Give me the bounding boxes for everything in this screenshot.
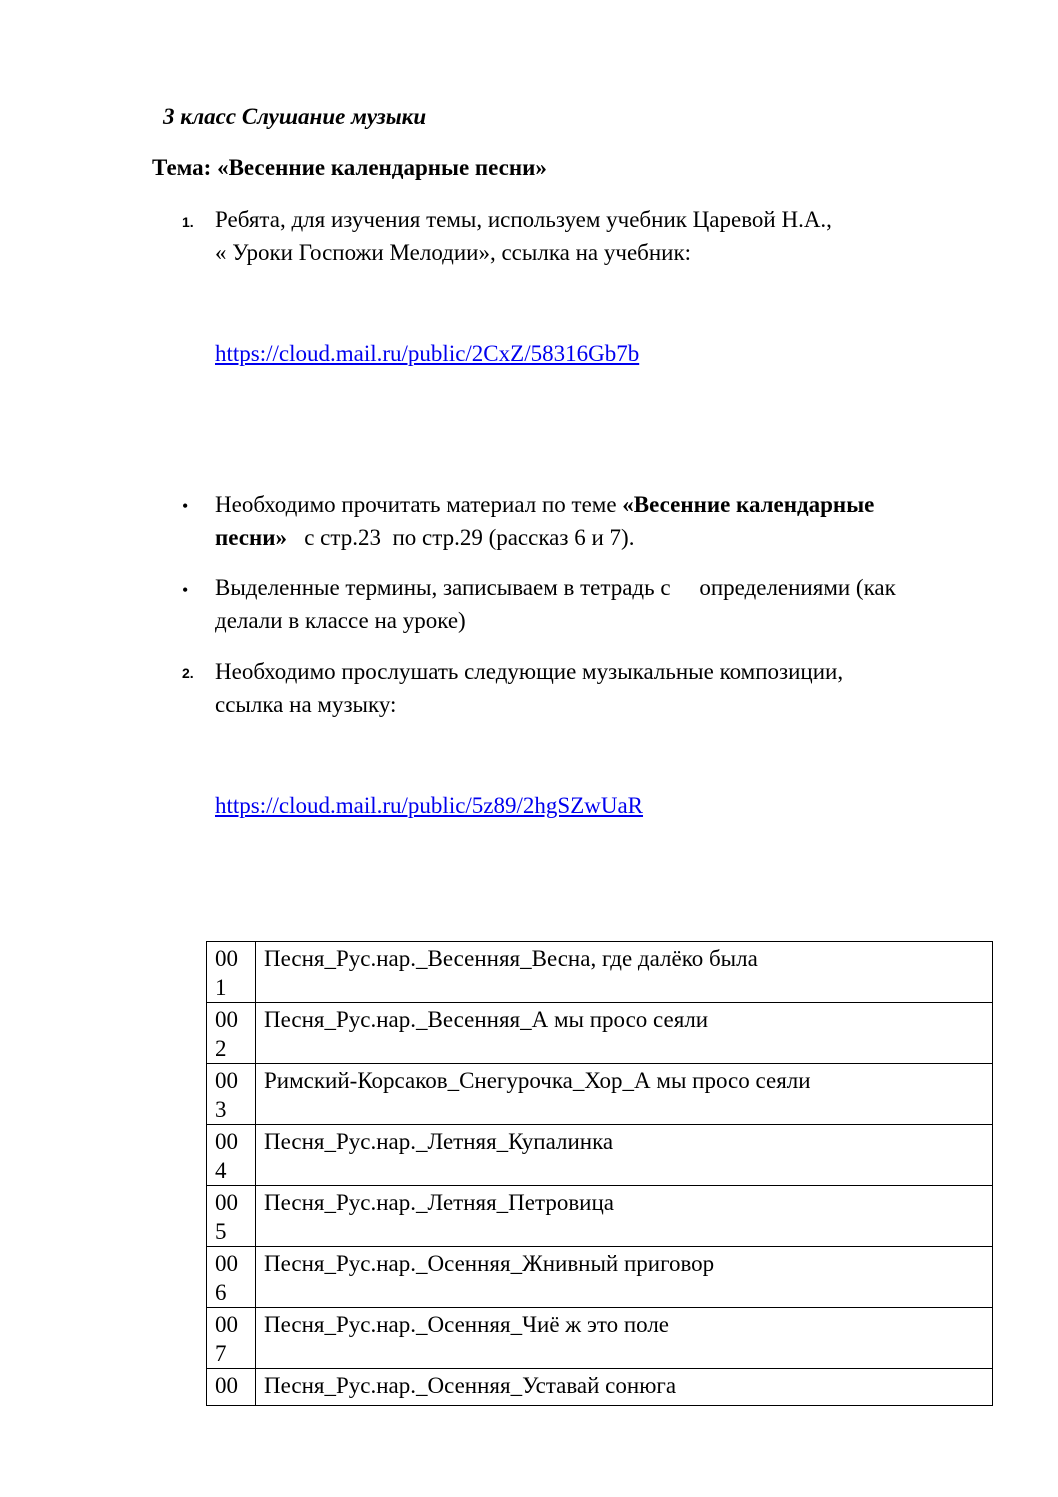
track-number-cell [207, 1064, 256, 1125]
track-number-cell [207, 1247, 256, 1308]
track-number-part: 00 [215, 1373, 238, 1398]
table-row [207, 1125, 993, 1186]
music-link[interactable]: https://cloud.mail.ru/public/5z89/2hgSZwUaR [215, 793, 644, 818]
table-row [207, 1308, 993, 1369]
table-row [207, 1247, 993, 1308]
bullet-text-line: Выделенные термины, записываем в тетрадь с определениями (как [215, 575, 896, 600]
track-number-part: 00 [215, 1129, 238, 1154]
track-number-part: 3 [215, 1097, 227, 1122]
tracks-table [206, 941, 993, 1406]
track-title-cell: Песня_Рус.нар._Осенняя_Чиё ж это поле [256, 1308, 993, 1369]
track-title-cell: Песня_Рус.нар._Осенняя_Уставай сонюга [256, 1369, 993, 1406]
track-title-cell: Римский-Корсаков_Снегурочка_Хор_А мы просо сеяли [256, 1064, 993, 1125]
track-number-part: 7 [215, 1341, 227, 1366]
table-row [207, 1186, 993, 1247]
track-number-part: 1 [215, 975, 227, 1000]
bullet-text-plain: Необходимо прочитать материал по теме [215, 492, 623, 517]
track-number-part: 00 [215, 1190, 238, 1215]
bullet-text-plain: с стр.23 по стр.29 (рассказ 6 и 7). [286, 525, 635, 550]
track-number-part: 00 [215, 1251, 238, 1276]
bullet-text-bold: песни» [215, 525, 287, 550]
track-number-part: 00 [215, 1312, 238, 1337]
track-number-cell [207, 1125, 256, 1186]
table-row [207, 1003, 993, 1064]
track-number-cell [207, 1369, 256, 1406]
topic-heading: Тема: «Весенние календарные песни» [152, 155, 547, 180]
track-number-part: 00 [215, 946, 238, 971]
page-title: 3 класс Слушание музыки [163, 104, 427, 129]
track-number-part: 2 [215, 1036, 227, 1061]
track-number-part: 4 [215, 1158, 227, 1183]
bullet-marker: • [182, 496, 189, 516]
track-title-cell: Песня_Рус.нар._Весенняя_Весна, где далёко была [256, 942, 993, 1003]
track-number-cell [207, 942, 256, 1003]
textbook-link[interactable]: https://cloud.mail.ru/public/2CxZ/58316Gb7b [215, 341, 640, 366]
track-number-part: 00 [215, 1007, 238, 1032]
track-title-cell: Песня_Рус.нар._Осенняя_Жнивный приговор [256, 1247, 993, 1308]
bullet-text-line: делали в классе на уроке) [215, 608, 466, 633]
step-text-line: ссылка на музыку: [215, 692, 397, 717]
table-row [207, 942, 993, 1003]
track-number-part: 00 [215, 1068, 238, 1093]
table-row [207, 1369, 993, 1406]
track-title-cell: Песня_Рус.нар._Летняя_Купалинка [256, 1125, 993, 1186]
table-row [207, 1064, 993, 1125]
list-number: 1. [182, 214, 194, 230]
bullet-marker: • [182, 580, 189, 600]
track-number-part: 5 [215, 1219, 227, 1244]
step-text-line: « Уроки Госпожи Мелодии», ссылка на учебник: [215, 240, 692, 265]
bullet-text-bold: «Весенние календарные [622, 492, 875, 517]
track-number-cell [207, 1003, 256, 1064]
track-number-cell [207, 1308, 256, 1369]
bullet-text-line [215, 492, 874, 518]
track-title-cell: Песня_Рус.нар._Весенняя_А мы просо сеяли [256, 1003, 993, 1064]
list-number: 2. [182, 665, 194, 681]
track-number-cell [207, 1186, 256, 1247]
track-title-cell: Песня_Рус.нар._Летняя_Петровица [256, 1186, 993, 1247]
tracks-table-body [207, 942, 993, 1406]
step-text-line: Необходимо прослушать следующие музыкальные композиции, [215, 659, 844, 684]
track-number-part: 6 [215, 1280, 227, 1305]
bullet-text-line [215, 525, 634, 551]
step-text-line: Ребята, для изучения темы, используем учебник Царевой Н.А., [215, 207, 832, 232]
